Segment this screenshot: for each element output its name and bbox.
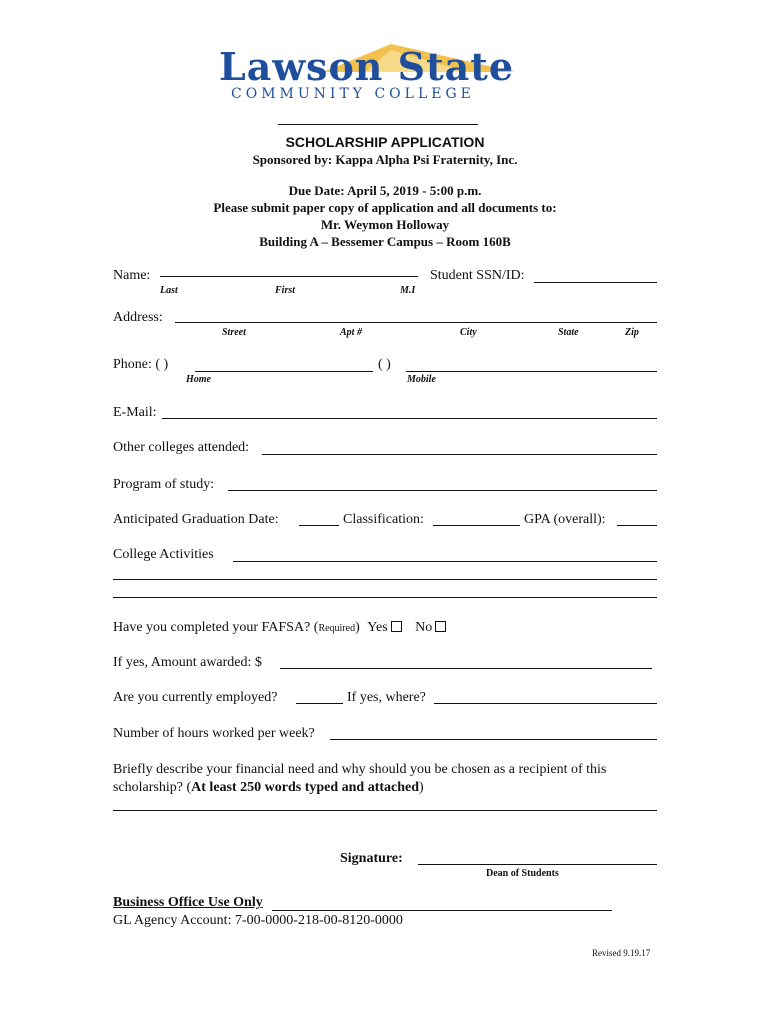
signature-label: Signature: <box>340 851 403 866</box>
amount-label: If yes, Amount awarded: $ <box>113 655 262 670</box>
address-sub-zip: Zip <box>625 327 639 338</box>
submit-instruction: Please submit paper copy of application and all documents to: <box>213 200 557 215</box>
classification-label: Classification: <box>343 512 424 527</box>
gpa-field[interactable] <box>617 525 657 526</box>
activities-field-3[interactable] <box>113 597 657 598</box>
fafsa-required: Required <box>318 623 356 634</box>
address-sub-apt: Apt # <box>340 327 362 338</box>
activities-label: College Activities <box>113 547 214 562</box>
name-label: Name: <box>113 268 151 283</box>
phone-mobile-field[interactable] <box>406 371 657 372</box>
address-sub-street: Street <box>222 327 246 338</box>
where-field[interactable] <box>434 703 657 704</box>
address-field[interactable] <box>175 322 657 323</box>
amount-field[interactable] <box>280 668 652 669</box>
activities-field-1[interactable] <box>233 561 657 562</box>
ssn-label: Student SSN/ID: <box>430 268 525 283</box>
describe-text-line2 <box>113 780 424 796</box>
phone-sub-home: Home <box>186 374 211 385</box>
signature-sub-label: Dean of Students <box>486 868 559 879</box>
address-sub-state: State <box>558 327 579 338</box>
describe-text: Briefly describe your financial need and why should you be chosen as a recipient of this <box>113 762 607 777</box>
logo-subtitle: COMMUNITY COLLEGE <box>231 86 475 102</box>
logo-name: Lawson State <box>219 44 514 89</box>
describe-suffix: ) <box>419 780 424 795</box>
contact-location: Building A – Bessemer Campus – Room 160B <box>259 234 511 249</box>
hours-field[interactable] <box>330 739 657 740</box>
fafsa-question <box>113 620 446 636</box>
phone-label: Phone: ( ) <box>113 357 169 372</box>
name-sub-mi: M.I <box>400 285 416 296</box>
due-date: Due Date: April 5, 2019 - 5:00 p.m. <box>288 183 482 198</box>
fafsa-yes-label: Yes <box>367 620 388 635</box>
grad-label: Anticipated Graduation Date: <box>113 512 279 527</box>
phone-mobile-paren: ( ) <box>378 357 391 372</box>
gl-account: GL Agency Account: 7-00-0000-218-00-8120-0000 <box>113 913 403 928</box>
office-title-line <box>272 910 612 911</box>
address-sub-city: City <box>460 327 477 338</box>
header-divider <box>278 124 478 125</box>
name-field[interactable] <box>160 276 418 277</box>
activities-field-2[interactable] <box>113 579 657 580</box>
describe-bold: At least 250 words typed and attached <box>191 780 420 795</box>
program-label: Program of study: <box>113 477 215 492</box>
sponsor-line: Sponsored by: Kappa Alpha Psi Fraternity, Inc. <box>252 152 518 167</box>
describe-prefix: scholarship? ( <box>113 780 192 795</box>
hours-label: Number of hours worked per week? <box>113 726 315 741</box>
fafsa-close: ) <box>355 620 360 635</box>
program-field[interactable] <box>228 490 657 491</box>
employed-field[interactable] <box>296 703 343 704</box>
fafsa-label: Have you completed your FAFSA? ( <box>113 620 319 635</box>
college-logo <box>215 42 560 108</box>
grad-field[interactable] <box>299 525 339 526</box>
ssn-field[interactable] <box>534 282 657 283</box>
phone-sub-mobile: Mobile <box>407 374 436 385</box>
revised-date: Revised 9.19.17 <box>592 948 651 958</box>
where-label: If yes, where? <box>347 690 426 705</box>
employed-label: Are you currently employed? <box>113 690 278 705</box>
email-field[interactable] <box>162 418 657 419</box>
fafsa-no-label: No <box>415 620 433 635</box>
describe-field[interactable] <box>113 810 657 811</box>
phone-home-field[interactable] <box>195 371 373 372</box>
colleges-label: Other colleges attended: <box>113 440 250 455</box>
email-label: E-Mail: <box>113 405 157 420</box>
fafsa-yes-checkbox[interactable] <box>391 621 402 632</box>
address-label: Address: <box>113 310 163 325</box>
fafsa-no-checkbox[interactable] <box>435 621 446 632</box>
name-sub-first: First <box>275 285 296 296</box>
office-title: Business Office Use Only <box>113 895 263 910</box>
page-title: SCHOLARSHIP APPLICATION <box>285 134 485 150</box>
colleges-field[interactable] <box>262 454 657 455</box>
gpa-label: GPA (overall): <box>524 512 606 527</box>
signature-field[interactable] <box>418 864 657 865</box>
classification-field[interactable] <box>433 525 520 526</box>
name-sub-last: Last <box>160 285 178 296</box>
contact-name: Mr. Weymon Holloway <box>320 217 450 232</box>
